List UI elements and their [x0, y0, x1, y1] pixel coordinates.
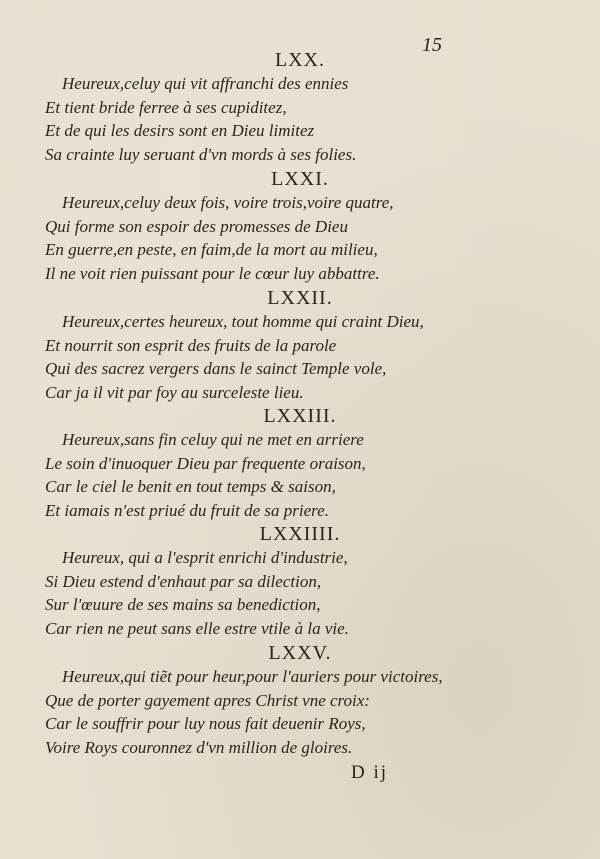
verse-line: Si Dieu estend d'enhaut par sa dilection, [45, 571, 322, 591]
verse-line: Et tient bride ferree à ses cupiditez, [45, 97, 287, 117]
verse-line: Car ja il vit par foy au surceleste lieu. [45, 382, 304, 402]
verse-line: Il ne voit rien puissant pour le cœur luy abbattre. [45, 263, 380, 283]
verse-line: Et nourrit son esprit des fruits de la parole [45, 335, 337, 355]
verse-line: Car le souffrir pour luy nous fait deuenir Roys, [45, 714, 366, 733]
stanza-lxxiii [0, 404, 600, 522]
verse-line: Que de porter gayement apres Christ vne croix: [45, 690, 370, 710]
stanza-heading: LXXIIII. [259, 523, 341, 545]
verse-line: Sa crainte luy seruant d'vn mords à ses folies. [45, 144, 357, 164]
verse-line: Heureux,qui tiẽt pour heur,pour l'auriers pour victoires, [62, 667, 443, 686]
page-number: 15 [422, 34, 442, 56]
stanza-heading: LXX. [274, 49, 326, 71]
verse-line: Et iamais n'est priué du fruit de sa priere. [45, 500, 329, 520]
verse-line: Heureux,celuy qui vit affranchi des ennies [62, 74, 349, 93]
signature-mark: D ij [351, 762, 389, 783]
stanza-lxx [0, 48, 600, 166]
verse-line: Qui forme son espoir des promesses de Dieu [45, 216, 348, 236]
stanza-heading: LXXV. [268, 642, 332, 664]
verse-line: Qui des sacrez vergers dans le sainct Temple vole, [45, 359, 387, 378]
verse-line: Heureux,sans fin celuy qui ne met en arriere [62, 430, 364, 449]
verse-line: Car le ciel le benit en tout temps & saison, [45, 477, 336, 496]
verse-line: Heureux,celuy deux fois, voire trois,voire quatre, [62, 193, 394, 212]
verse-line: Voire Roys couronnez d'vn million de gloires. [45, 737, 353, 757]
verse-line: Car rien ne peut sans elle estre vtile à la vie. [45, 618, 349, 638]
stanza-heading: LXXI. [271, 168, 329, 190]
verse-line: Sur l'œuure de ses mains sa benediction, [45, 595, 321, 614]
stanza-lxxiiii [0, 522, 600, 640]
verse-line: Heureux, qui a l'esprit enrichi d'industrie, [62, 548, 348, 567]
stanza-heading: LXXIII. [263, 405, 337, 427]
stanza-heading: LXXII. [267, 287, 333, 309]
verse-line: En guerre,en peste, en faim,de la mort au milieu, [45, 240, 378, 259]
stanza-lxxv [0, 641, 600, 759]
verse-line: Et de qui les desirs sont en Dieu limitez [45, 121, 315, 140]
stanza-lxxii [0, 286, 600, 404]
stanza-lxxi [0, 167, 600, 285]
verse-line: Heureux,certes heureux, tout homme qui craint Dieu, [62, 312, 424, 331]
verse-line: Le soin d'inuoquer Dieu par frequente oraison, [45, 453, 366, 473]
